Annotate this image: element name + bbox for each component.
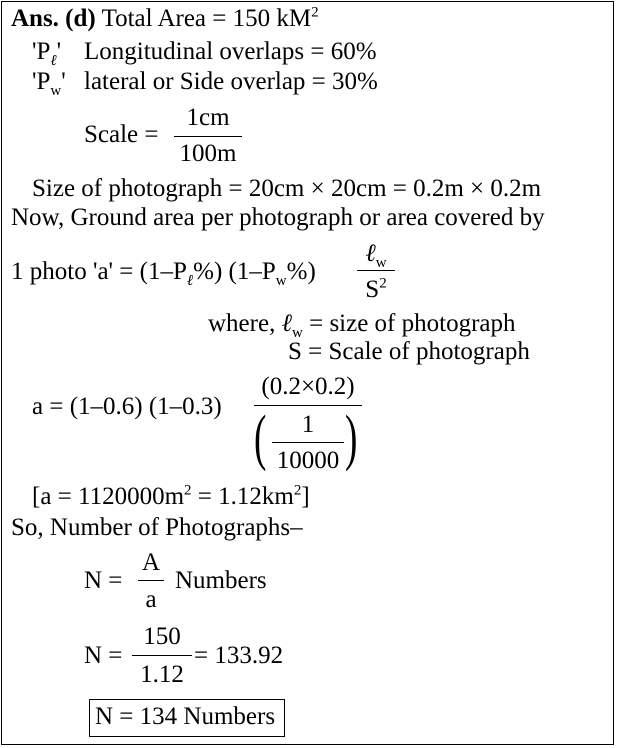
where-size-definition: where, ℓ$_w$ = size of photograph [208,310,516,341]
formula-fraction-bar [357,270,395,271]
n-formula-numerator: A [141,549,161,576]
calc-left-paren: ( [254,404,267,472]
ground-area-sentence: Now, Ground area per photograph or area covered by [11,204,545,231]
calc-inner-numerator: 1 [301,411,315,438]
final-answer: N = 134 Numbers [95,703,276,730]
area-result: $[a = 1120000m^2 = 1.12km^2]$ [32,482,310,510]
n-calc-result: = 133.92 [194,642,284,669]
scale-label: Scale = [84,121,159,148]
answer-prefix: Ans. (d) [11,5,96,32]
n-calc-denominator: 1.12 [140,661,184,688]
total-area: Total Area = 150 kM [101,5,312,32]
size-of-photograph: Size of photograph = 20cm × 20cm = 0.2m × 0.2m [32,175,542,202]
answer-heading [11,5,319,33]
formula-denominator: $S^2$ [365,275,387,303]
n-formula-fraction-bar [138,580,164,581]
formula-numerator: ℓ$_w$ [365,240,387,271]
longitudinal-overlap-symbol: '$P_\ell$' [32,38,62,69]
n-formula-unit: Numbers [175,567,267,594]
n-calc-fraction-bar [132,655,192,656]
where-scale-definition: S = Scale of photograph [288,338,530,365]
total-area-sup: 2 [311,4,319,21]
lateral-overlap-symbol: '$P_w$' [32,68,66,99]
area-formula: 1 photo '$a' = (1-P_\ell\%)$ $(1-P_w\%)$ [11,258,316,289]
n-calc-numerator: 150 [143,623,181,650]
calc-right-paren: ) [345,404,358,472]
longitudinal-overlap-text: Longitudinal overlaps = 60% [84,38,377,65]
n-calc-lhs: N = [84,642,123,669]
scale-fraction-bar [174,136,242,137]
n-formula-lhs: N = [84,567,123,594]
number-of-photographs-heading: So, Number of Photographs– [11,514,303,541]
n-formula-denominator: a [145,586,157,613]
lateral-overlap-text: lateral or Side overlap = 30% [84,68,378,95]
calc-numerator: (0.2×0.2) [261,373,355,400]
calc-inner-fraction-bar [272,442,344,443]
calc-inner-denominator: 10000 [276,447,340,474]
scale-denominator: 100m [179,140,237,167]
area-calc-lhs: a = (1–0.6) (1–0.3) [32,393,222,420]
scale-numerator: 1cm [186,104,230,131]
